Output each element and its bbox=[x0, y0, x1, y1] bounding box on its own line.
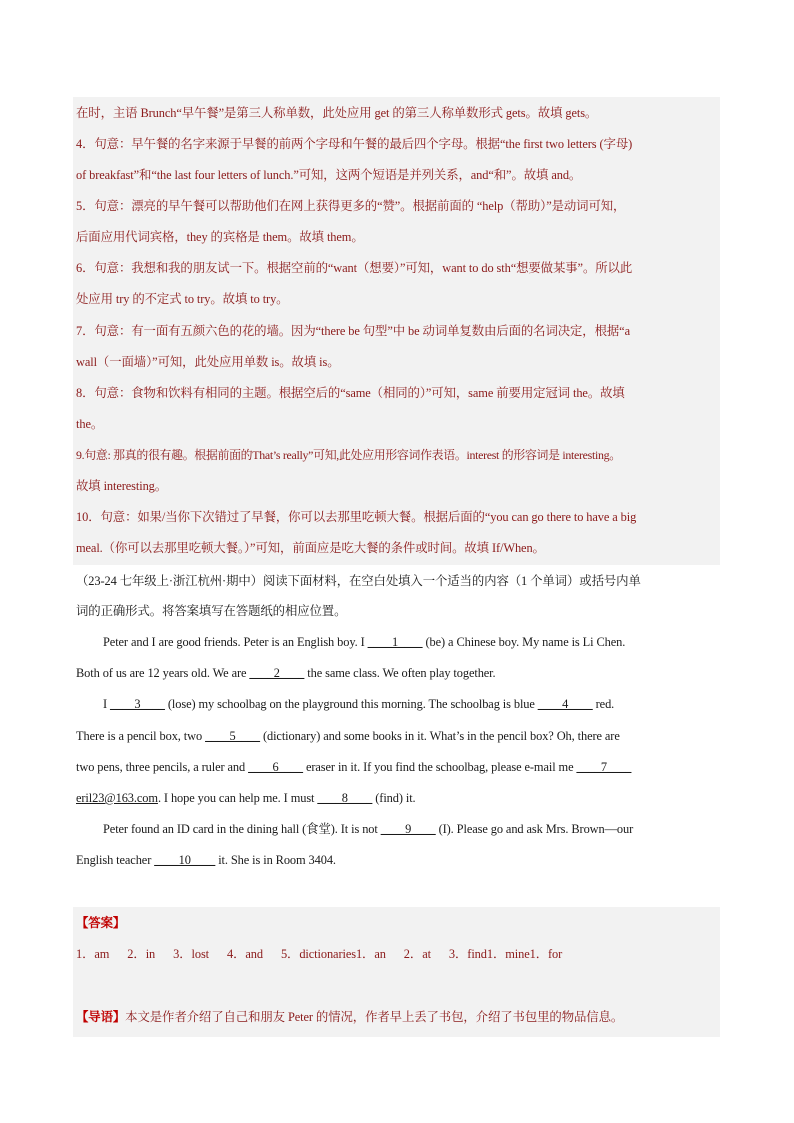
explanation-line: 故填 interesting。 bbox=[76, 479, 168, 493]
explanation-line: 在时，主语 Brunch“早午餐”是第三人称单数，此处应用 get 的第三人称单数形式 gets。故填 gets。 bbox=[76, 106, 598, 120]
blank-4: ____4____ bbox=[537, 697, 593, 711]
blank-1: ____1____ bbox=[367, 635, 423, 649]
blank-5: ____5____ bbox=[205, 729, 260, 743]
answer-label: 【答案】 bbox=[76, 916, 126, 930]
passage-line: two pens, three pencils, a ruler and ____6____ eraser in it. If you find the schoolbag, please e-mail me ____7____ bbox=[76, 757, 721, 777]
explanation-line: 6．句意：我想和我的朋友试一下。根据空前的“want（想要）”可知，want to do sth“想要做某事”。所以此 bbox=[76, 261, 633, 275]
answer-items: 1．am 2．in 3．lost 4．and 5．dictionaries1．an 2．at 3．find1．mine1．for bbox=[76, 947, 563, 961]
blank-7: ____7____ bbox=[576, 760, 632, 774]
question-intro: （23-24 七年级上·浙江杭州·期中）阅读下面材料，在空白处填入一个适当的内容（1 个单词）或括号内单 bbox=[76, 574, 641, 588]
passage-line: eril23@163.com. I hope you can help me. I must ____8____ (find) it. bbox=[76, 788, 721, 808]
passage-line: Both of us are 12 years old. We are ____2____ the same class. We often play together. bbox=[76, 663, 721, 683]
blank-8: ____8____ bbox=[317, 791, 373, 805]
blank-2: ____2____ bbox=[249, 666, 305, 680]
email-link[interactable]: eril23@163.com bbox=[76, 791, 158, 805]
explanation-line: 5．句意：漂亮的早午餐可以帮助他们在网上获得更多的“赞”。根据前面的 “help（帮助）”是动词可知， bbox=[76, 199, 626, 213]
guide-line bbox=[76, 1007, 721, 1027]
explanation-line: 8．句意：食物和饮料有相同的主题。根据空后的“same（相同的）”可知，same 前要用定冠词 the。故填 bbox=[76, 386, 625, 400]
explanation-line: 后面应用代词宾格，they 的宾格是 them。故填 them。 bbox=[76, 230, 364, 244]
explanation-line: wall（一面墙）”可知，此处应用单数 is。故填 is。 bbox=[76, 355, 340, 369]
guide-label: 【导语】 bbox=[76, 1010, 126, 1024]
passage-line: Peter and I are good friends. Peter is an English boy. I ____1____ (be) a Chinese boy. My name is Li Chen. bbox=[103, 632, 721, 652]
passage-line: Peter found an ID card in the dining hall (食堂). It is not ____9____ (I). Please go and ask Mrs. Brown—our bbox=[103, 819, 721, 839]
blank-3: ____3____ bbox=[110, 697, 165, 711]
explanation-line: 4．句意：早午餐的名字来源于早餐的前两个字母和午餐的最后四个字母。根据“the first two letters (字母) bbox=[76, 137, 633, 151]
passage-line: There is a pencil box, two ____5____ (dictionary) and some books in it. What’s in the pencil box? Oh, there are bbox=[76, 726, 721, 746]
explanation-line: 10．句意：如果/当你下次错过了早餐，你可以去那里吃顿大餐。根据后面的“you can go there to have a big bbox=[76, 510, 637, 524]
explanation-line: 处应用 try 的不定式 to try。故填 to try。 bbox=[76, 292, 289, 306]
explanation-line: meal.（你可以去那里吃顿大餐。）”可知，前面应是吃大餐的条件或时间。故填 If/When。 bbox=[76, 541, 545, 555]
explanation-line: 9.句意: 那真的很有趣。根据前面的That’s really”可知,此处应用形容词作表语。interest 的形容词是 interesting。 bbox=[76, 448, 621, 462]
passage-line: I ____3____ (lose) my schoolbag on the playground this morning. The schoolbag is blue ____4____ red. bbox=[103, 694, 721, 714]
blank-6: ____6____ bbox=[248, 760, 303, 774]
blank-10: ____10____ bbox=[154, 853, 216, 867]
explanation-line: of breakfast”和“the last four letters of lunch.”可知，这两个短语是并列关系，and“和”。故填 and。 bbox=[76, 168, 582, 182]
question-intro: 词的正确形式。将答案填写在答题纸的相应位置。 bbox=[76, 604, 347, 618]
explanation-line: the。 bbox=[76, 417, 104, 431]
explanation-line: 7．句意：有一面有五颜六色的花的墙。因为“there be 句型”中 be 动词单复数由后面的名词决定，根据“a bbox=[76, 324, 630, 338]
guide-text: 本文是作者介绍了自己和朋友 Peter 的情况，作者早上丢了书包，介绍了书包里的物品信息。 bbox=[125, 1010, 624, 1024]
passage-line: English teacher ____10____ it. She is in Room 3404. bbox=[76, 850, 721, 870]
blank-9: ____9____ bbox=[380, 822, 436, 836]
